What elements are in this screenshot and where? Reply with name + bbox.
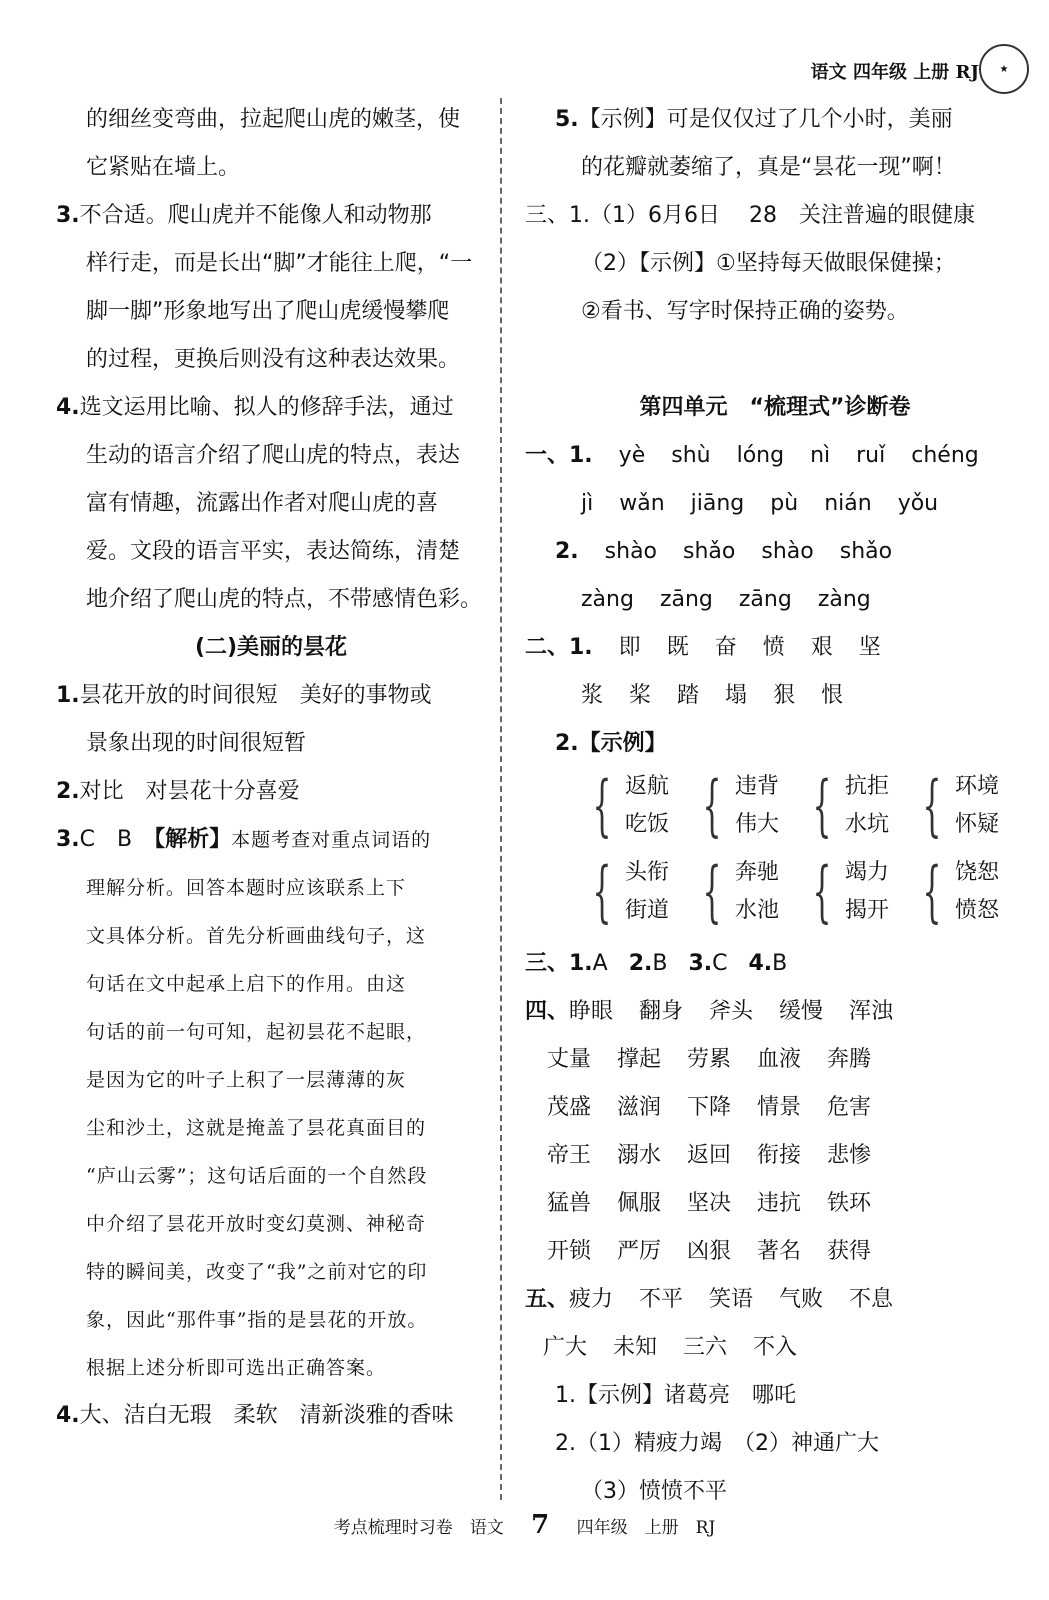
answer-3 — [56, 192, 486, 240]
question-label: 3. — [688, 951, 713, 976]
pinyin-item: chéng — [911, 443, 979, 468]
analysis-line: 特的瞬间美，改变了“我”之前对它的印 — [86, 1261, 428, 1283]
word-item: 滋润 — [617, 1095, 662, 1120]
word-groups — [525, 854, 1025, 940]
word-item: 获得 — [827, 1239, 872, 1264]
left-column — [56, 96, 486, 1440]
page-footer — [0, 1510, 1049, 1540]
pinyin-item: shào — [761, 539, 814, 564]
word-item: 下降 — [687, 1095, 732, 1120]
unit-title: 第四单元 “梳理式”诊断卷 — [639, 395, 911, 420]
question-label: 2.【示例】 — [555, 731, 667, 756]
word-item: 开锁 — [547, 1239, 592, 1264]
answer-text: 大、洁白无瑕 柔软 清新淡雅的香味 — [79, 1403, 454, 1428]
answer-number: 2. — [56, 779, 80, 804]
answer-number: 3. — [56, 203, 80, 228]
word-item: 猛兽 — [547, 1191, 592, 1216]
answer-text: 昙花开放的时间很短 美好的事物或 — [79, 683, 432, 708]
answer-choices: C B — [79, 827, 155, 852]
word-item: 铁环 — [827, 1191, 872, 1216]
brace-icon: { — [592, 853, 612, 930]
word-item: 血液 — [757, 1047, 802, 1072]
char-row — [525, 624, 1025, 672]
pinyin-item: zāng — [659, 587, 713, 612]
word-item: 斧头 — [709, 999, 754, 1024]
analysis-line: 文具体分析。首先分析画曲线句子，这 — [86, 925, 427, 947]
answer-3-analysis — [56, 816, 486, 864]
header-subject: 语文 — [810, 62, 847, 83]
answer-1 — [56, 672, 486, 720]
question-label: 三、1. — [525, 951, 593, 976]
answer-5 — [525, 96, 1025, 144]
text-line: （3）愤愤不平 — [581, 1479, 727, 1504]
question-label: 4. — [748, 951, 773, 976]
pinyin-item: yè — [618, 443, 646, 468]
char-item: 塌 — [725, 683, 748, 708]
idiom-item: 广大 — [543, 1335, 588, 1360]
char-item: 狠 — [773, 683, 796, 708]
choice-value: B — [652, 951, 668, 976]
word-groups — [525, 768, 1025, 854]
analysis-line: 中介绍了昙花开放时变幻莫测、神秘奇 — [86, 1213, 427, 1235]
word-item: 凶狠 — [687, 1239, 732, 1264]
brace-icon: { — [812, 853, 832, 930]
word-pair — [801, 768, 889, 844]
char-group — [619, 624, 907, 672]
answer-4 — [56, 384, 486, 432]
analysis-line: 句话在文中起承上启下的作用。由这 — [86, 973, 407, 995]
text-line: 1.【示例】诸葛亮 哪吒 — [555, 1383, 796, 1408]
text-line: （2）【示例】①坚持每天做眼保健操； — [581, 251, 956, 276]
answer-number: 5. — [555, 107, 579, 132]
brace-icon: { — [702, 767, 722, 844]
word-item: 吃饭 — [625, 812, 670, 837]
spacer — [525, 336, 1025, 384]
char-item: 愤 — [762, 635, 785, 660]
pinyin-item: zàng — [581, 587, 634, 612]
word-item: 佩服 — [617, 1191, 662, 1216]
pinyin-group — [605, 528, 918, 576]
brace-icon: { — [812, 767, 832, 844]
footer-right: 四年级 上册 RJ — [576, 1518, 716, 1538]
idiom-item: 不平 — [639, 1287, 684, 1312]
word-pair — [581, 768, 669, 844]
char-item: 恨 — [821, 683, 844, 708]
page-header — [811, 58, 979, 84]
word-grid — [525, 988, 1025, 1276]
char-item: 既 — [666, 635, 689, 660]
pinyin-item: shù — [671, 443, 711, 468]
pinyin-row — [525, 576, 1025, 624]
word-item: 奔腾 — [827, 1047, 872, 1072]
column-divider — [500, 98, 502, 1500]
pinyin-item: nì — [810, 443, 831, 468]
word-item: 抗拒 — [845, 774, 890, 799]
word-item: 坚决 — [687, 1191, 732, 1216]
char-item: 即 — [618, 635, 641, 660]
header-grade: 四年级 — [852, 62, 907, 83]
word-item: 著名 — [757, 1239, 802, 1264]
word-item: 帝王 — [547, 1143, 592, 1168]
idiom-item: 不息 — [849, 1287, 894, 1312]
word-item: 伟大 — [735, 812, 780, 837]
pinyin-item: lóng — [736, 443, 785, 468]
pinyin-item: zàng — [817, 587, 871, 612]
word-item: 睁眼 — [569, 999, 614, 1024]
text-line: 的细丝变弯曲，拉起爬山虎的嫩茎，使 — [86, 107, 461, 132]
idiom-row — [525, 1324, 1025, 1372]
question-label: 五、 — [525, 1287, 570, 1312]
word-pair — [801, 854, 889, 930]
text-line: 地介绍了爬山虎的特点，不带感情色彩。 — [86, 587, 483, 612]
text-line: 脚一脚”形象地写出了爬山虎缓慢攀爬 — [86, 299, 450, 324]
brace-icon: { — [592, 767, 612, 844]
pinyin-group — [619, 432, 1005, 480]
choice-answers — [525, 940, 1025, 988]
word-row — [525, 1132, 1025, 1180]
choice-value: C — [712, 951, 728, 976]
brace-icon: { — [922, 767, 942, 844]
answer-2 — [56, 768, 486, 816]
word-row — [525, 1180, 1025, 1228]
answer-text: 选文运用比喻、拟人的修辞手法，通过 — [79, 395, 454, 420]
text-line: 的花瓣就萎缩了，真是“昙花一现”啊！ — [581, 155, 956, 180]
text-line: 富有情趣，流露出作者对爬山虎的喜 — [86, 491, 439, 516]
pinyin-item: pù — [770, 491, 799, 516]
header-volume: 上册 — [913, 62, 950, 83]
word-item: 返回 — [687, 1143, 732, 1168]
text-line: 样行走，而是长出“脚”才能往上爬，“一 — [86, 251, 473, 276]
answer-4b — [56, 1392, 486, 1440]
pinyin-row — [525, 480, 1025, 528]
word-item: 竭力 — [845, 860, 890, 885]
text-line: 它紧贴在墙上。 — [86, 155, 241, 180]
word-item: 缓慢 — [779, 999, 824, 1024]
answer-number: 4. — [56, 1403, 80, 1428]
question-label: 二、1. — [525, 635, 593, 660]
idiom-item: 疲力 — [569, 1287, 614, 1312]
text-line: ②看书、写字时保持正确的姿势。 — [581, 299, 909, 324]
word-item: 浑浊 — [849, 999, 894, 1024]
pinyin-item: shǎo — [683, 539, 736, 564]
char-item: 桨 — [629, 683, 652, 708]
answer-text: 不合适。爬山虎并不能像人和动物那 — [79, 203, 432, 228]
text-line: 景象出现的时间很短暂 — [86, 731, 307, 756]
answer-text: 【示例】可是仅仅过了几个小时，美丽 — [578, 107, 953, 132]
word-item: 翻身 — [639, 999, 684, 1024]
word-item: 饶恕 — [955, 860, 1000, 885]
word-item: 街道 — [625, 898, 670, 923]
word-item: 撑起 — [617, 1047, 662, 1072]
answer-number: 4. — [56, 395, 80, 420]
analysis-line: 是因为它的叶子上积了一层薄薄的灰 — [86, 1069, 407, 1091]
idiom-item: 不入 — [753, 1335, 798, 1360]
question-label: 一、1. — [525, 443, 593, 468]
header-edition: RJ — [955, 62, 979, 83]
word-row — [525, 1036, 1025, 1084]
word-item: 水池 — [735, 898, 780, 923]
analysis-line: 尘和沙土，这就是掩盖了昙花真面目的 — [86, 1117, 427, 1139]
word-item: 悲惨 — [827, 1143, 872, 1168]
word-item: 丈量 — [547, 1047, 592, 1072]
right-column — [525, 96, 1025, 1516]
answer-number: 3. — [56, 827, 80, 852]
idiom-item: 三六 — [683, 1335, 728, 1360]
word-pair — [911, 854, 999, 930]
analysis-line: 理解分析。回答本题时应该联系上下 — [86, 877, 407, 899]
text-line: 三、1.（1）6月6日 28 关注普遍的眼健康 — [525, 203, 975, 228]
question-label: 2. — [555, 539, 579, 564]
text-line: 的过程，更换后则没有这种表达效果。 — [86, 347, 461, 372]
choice-value: A — [592, 951, 608, 976]
question-label: 2. — [628, 951, 653, 976]
char-item: 艰 — [810, 635, 833, 660]
answer-text: 对比 对昙花十分喜爱 — [79, 779, 300, 804]
word-item: 返航 — [625, 774, 670, 799]
word-item: 水坑 — [845, 812, 890, 837]
pinyin-item: wǎn — [619, 491, 665, 516]
word-pair — [691, 854, 779, 930]
brace-icon: { — [702, 853, 722, 930]
choice-value: B — [772, 951, 788, 976]
pinyin-item: shǎo — [839, 539, 893, 564]
pinyin-item: nián — [824, 491, 872, 516]
word-item: 危害 — [827, 1095, 872, 1120]
word-item: 怀疑 — [955, 812, 1000, 837]
word-item: 茂盛 — [547, 1095, 592, 1120]
word-item: 违背 — [735, 774, 780, 799]
word-item: 劳累 — [687, 1047, 732, 1072]
pinyin-item: yǒu — [897, 491, 939, 516]
brace-icon: { — [922, 853, 942, 930]
pinyin-item: shào — [604, 539, 658, 564]
section-title: (二)美丽的昙花 — [194, 635, 348, 660]
pinyin-item: ruǐ — [856, 443, 886, 468]
pinyin-row — [525, 432, 1025, 480]
word-item: 环境 — [955, 774, 1000, 799]
analysis-text: 本题考查对重点词语的 — [231, 829, 432, 851]
word-item: 奔驰 — [735, 860, 780, 885]
word-item: 揭开 — [845, 898, 890, 923]
text-line: 爱。文段的语言平实，表达简练，清楚 — [86, 539, 461, 564]
analysis-tag: 【解析】 — [154, 827, 232, 852]
analysis-line: 根据上述分析即可选出正确答案。 — [86, 1357, 387, 1379]
pinyin-item: jiāng — [690, 491, 745, 516]
pinyin-item: zāng — [738, 587, 792, 612]
word-row — [525, 1228, 1025, 1276]
char-item: 踏 — [677, 683, 700, 708]
answer-number: 1. — [56, 683, 80, 708]
char-row — [525, 672, 1025, 720]
word-pair — [911, 768, 999, 844]
word-row — [525, 1084, 1025, 1132]
char-item: 浆 — [581, 683, 604, 708]
char-item: 坚 — [858, 635, 881, 660]
idiom-group — [569, 1276, 919, 1324]
word-item: 违抗 — [757, 1191, 802, 1216]
idiom-item: 笑语 — [709, 1287, 754, 1312]
analysis-line: “庐山云雾”；这句话后面的一个自然段 — [86, 1165, 428, 1187]
word-item: 愤怒 — [955, 898, 1000, 923]
word-item: 溺水 — [617, 1143, 662, 1168]
page-number: 7 — [531, 1510, 550, 1540]
idiom-row — [525, 1276, 1025, 1324]
word-item: 头衔 — [625, 860, 670, 885]
question-label: 四、 — [525, 999, 570, 1024]
pinyin-row — [525, 528, 1025, 576]
idiom-item: 气败 — [779, 1287, 824, 1312]
word-item: 衔接 — [757, 1143, 802, 1168]
analysis-line: 句话的前一句可知，起初昙花不起眼， — [86, 1021, 427, 1043]
pinyin-item: jì — [581, 491, 594, 516]
footer-left: 考点梳理时习卷 语文 — [333, 1518, 504, 1538]
text-line: 生动的语言介绍了爬山虎的特点，表达 — [86, 443, 461, 468]
word-item: 情景 — [757, 1095, 802, 1120]
idiom-item: 未知 — [613, 1335, 658, 1360]
word-item: 严厉 — [617, 1239, 662, 1264]
word-pair — [691, 768, 779, 844]
word-row — [525, 988, 1025, 1036]
word-pair — [581, 854, 669, 930]
text-line: 2.（1）精疲力竭 （2）神通广大 — [555, 1431, 879, 1456]
analysis-line: 象，因此“那件事”指的是昙花的开放。 — [86, 1309, 428, 1331]
brand-logo-icon: ★ — [979, 44, 1029, 94]
char-item: 奋 — [714, 635, 737, 660]
